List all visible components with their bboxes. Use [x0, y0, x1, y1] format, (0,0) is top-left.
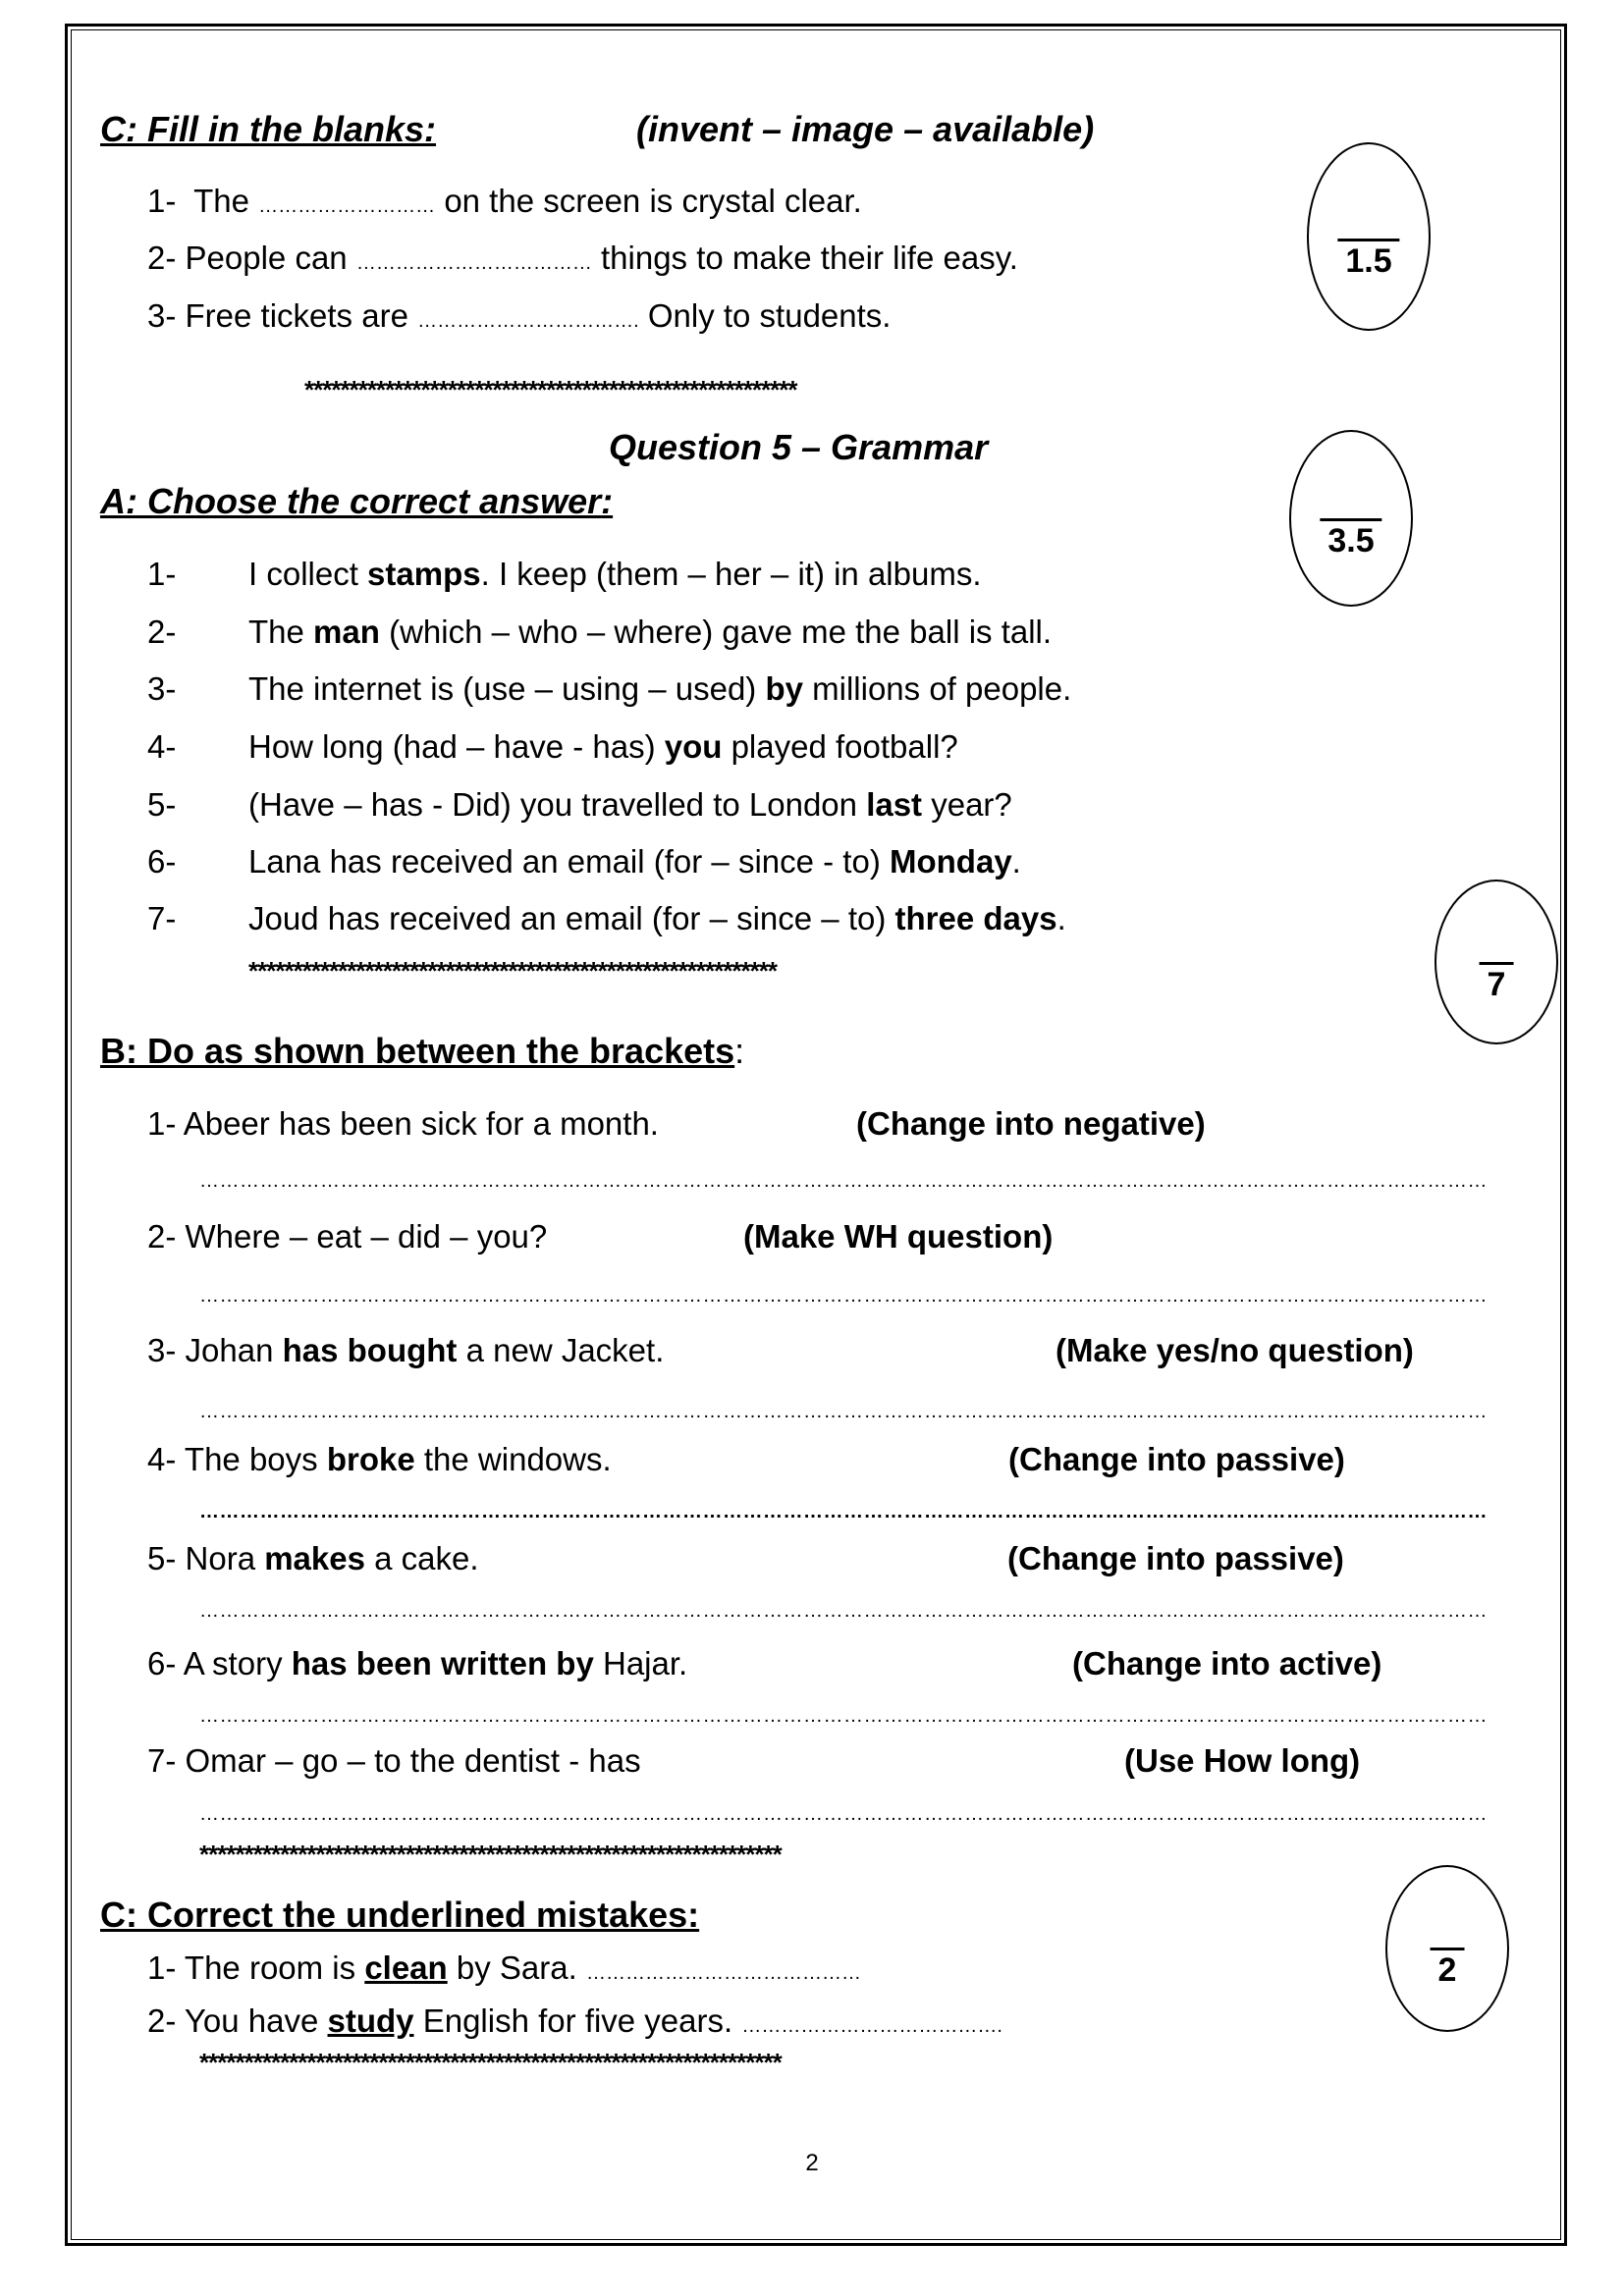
choose-item[interactable]: [248, 785, 1012, 825]
item-text: (Have – has - Did) you travelled to London: [248, 786, 867, 823]
choose-item[interactable]: [248, 899, 1066, 938]
item-number: 1-: [147, 1105, 177, 1142]
do-as-shown-heading: [100, 1032, 744, 1071]
keyword: man: [313, 614, 380, 650]
item-text: Lana has received an email (for – since - to): [248, 843, 890, 880]
correct-item-1: [147, 1949, 861, 1993]
item-text: You have: [184, 2002, 328, 2039]
item-text: (which – who – where) gave me the ball is tall.: [379, 614, 1053, 650]
item-text: .: [1056, 900, 1066, 936]
item-text: Nora: [185, 1540, 265, 1576]
correct-heading: C: Correct the underlined mistakes:: [100, 1895, 700, 1935]
instruction: (Make WH question): [743, 1218, 1054, 1255]
item-text: a cake.: [364, 1540, 479, 1576]
do-item: [147, 1539, 479, 1578]
score-value: 1.5: [1337, 239, 1399, 281]
item-text: Where – eat – did – you?: [185, 1218, 548, 1255]
item-text: year?: [922, 786, 1012, 823]
score-value: 7: [1480, 962, 1514, 1004]
item-text: millions of people.: [802, 670, 1072, 707]
keyword: three days: [894, 900, 1057, 936]
fill-item-2: [147, 239, 1018, 283]
item-text: Hajar.: [593, 1645, 688, 1682]
item-text: How long (had – have - has): [248, 728, 665, 765]
heading-text: B: Do as shown between the brackets: [100, 1031, 735, 1071]
item-number: 3-: [147, 1332, 177, 1368]
item-text: Omar – go – to the dentist - has: [185, 1742, 641, 1779]
do-item: [147, 1104, 659, 1144]
answer-line[interactable]: …………………………………………………………………………………………………………………………………………………………………………: [199, 1401, 1488, 1422]
choose-item-number: 7-: [147, 900, 177, 936]
choose-item-number: 2-: [147, 614, 177, 650]
item-text: Johan: [185, 1332, 283, 1368]
item-number: 5-: [147, 1540, 177, 1576]
item-text: by Sara.: [447, 1949, 577, 1986]
separator: *****************************************************************: [199, 2048, 782, 2077]
separator: *******************************************************: [304, 375, 797, 404]
item-number: 2-: [147, 240, 177, 276]
choose-item[interactable]: [248, 613, 1052, 652]
fill-blanks-heading: C: Fill in the blanks:: [100, 109, 437, 149]
item-number: 1-: [147, 1949, 177, 1986]
answer-line[interactable]: …………………………………………………………………………………………………………………………………………………………………………: [199, 1285, 1488, 1307]
item-text: played football?: [722, 728, 958, 765]
do-item: [147, 1644, 687, 1683]
instruction: (Change into negative): [856, 1105, 1206, 1142]
item-text: on the screen is crystal clear.: [444, 183, 862, 219]
item-text: The boys: [184, 1441, 327, 1477]
word-bank: (invent – image – available): [636, 109, 1095, 149]
item-number: 2-: [147, 1218, 177, 1255]
item-text: Abeer has been sick for a month.: [183, 1105, 659, 1142]
item-text: I collect: [248, 556, 368, 592]
item-text: .: [1011, 843, 1021, 880]
answer-blank[interactable]: ………………………………….: [741, 2015, 1002, 2037]
item-text: Only to students.: [647, 297, 892, 334]
choose-item[interactable]: [248, 555, 982, 594]
keyword: last: [866, 786, 923, 823]
do-item: [147, 1217, 547, 1256]
item-text: The: [193, 183, 249, 219]
score-oval: [1385, 1865, 1509, 2032]
keyword: Monday: [890, 843, 1012, 880]
choose-item[interactable]: [248, 669, 1071, 709]
item-number: 6-: [147, 1645, 177, 1682]
score-value: 2: [1431, 1948, 1465, 1990]
answer-blank[interactable]: ………………………………: [355, 252, 592, 274]
do-item: [147, 1331, 664, 1370]
choose-item[interactable]: [248, 727, 958, 767]
choose-item-number: 5-: [147, 786, 177, 823]
keyword: stamps: [367, 556, 481, 592]
answer-line[interactable]: …………………………………………………………………………………………………………………………………………………………………………: [199, 1170, 1488, 1192]
answer-line[interactable]: …………………………………………………………………………………………………………………………………………………………………………: [199, 1803, 1488, 1825]
score-oval: [1307, 142, 1431, 331]
answer-blank[interactable]: ………………………: [258, 195, 436, 217]
keyword: has been written by: [291, 1645, 594, 1682]
answer-line[interactable]: …………………………………………………………………………………………………………………………………………………………………………: [199, 1501, 1488, 1522]
do-item: [147, 1440, 612, 1479]
underlined-mistake: study: [327, 2002, 414, 2039]
item-number: 4-: [147, 1441, 177, 1477]
heading-colon: :: [734, 1031, 745, 1071]
answer-line[interactable]: …………………………………………………………………………………………………………………………………………………………………………: [199, 1705, 1488, 1727]
keyword: has bought: [282, 1332, 458, 1368]
instruction: (Change into passive): [1007, 1540, 1344, 1576]
instruction: (Use How long): [1124, 1742, 1361, 1779]
underlined-mistake: clean: [364, 1949, 448, 1986]
separator: *****************************************************************: [199, 1840, 782, 1869]
item-text: Free tickets are: [185, 297, 408, 334]
instruction: (Change into passive): [1008, 1441, 1345, 1477]
fill-item-1: [147, 182, 862, 226]
item-number: 7-: [147, 1742, 177, 1779]
item-text: Joud has received an email (for – since – to): [248, 900, 895, 936]
choose-item[interactable]: [248, 842, 1021, 881]
correct-item-2: [147, 2002, 1002, 2046]
separator: ***********************************************************: [248, 956, 777, 986]
item-text: a new Jacket.: [457, 1332, 665, 1368]
keyword: makes: [264, 1540, 365, 1576]
instruction: (Change into active): [1072, 1645, 1382, 1682]
item-text: English for five years.: [413, 2002, 733, 2039]
item-number: 2-: [147, 2002, 177, 2039]
answer-line[interactable]: …………………………………………………………………………………………………………………………………………………………………………: [199, 1600, 1488, 1622]
do-item: [147, 1741, 641, 1781]
score-value: 3.5: [1320, 518, 1381, 561]
item-text: A story: [183, 1645, 292, 1682]
question-title: Question 5 – Grammar: [609, 427, 989, 467]
choose-item-number: 4-: [147, 728, 177, 765]
choose-heading: A: Choose the correct answer:: [100, 481, 614, 521]
item-text: The: [248, 614, 314, 650]
answer-blank[interactable]: …………………………….: [417, 310, 639, 332]
item-text: People can: [185, 240, 348, 276]
keyword: by: [765, 670, 803, 707]
item-number: 1-: [147, 183, 177, 219]
item-text: things to make their life easy.: [601, 240, 1018, 276]
score-oval: [1289, 430, 1413, 607]
item-text: The room is: [184, 1949, 365, 1986]
item-text: . I keep (them – her – it) in albums.: [480, 556, 982, 592]
instruction: (Make yes/no question): [1056, 1332, 1414, 1368]
fill-item-3: [147, 296, 891, 341]
choose-item-number: 1-: [147, 556, 177, 592]
choose-item-number: 6-: [147, 843, 177, 880]
keyword: you: [664, 728, 723, 765]
item-text: The internet is (use – using – used): [248, 670, 766, 707]
score-oval: [1435, 880, 1558, 1044]
choose-item-number: 3-: [147, 670, 177, 707]
keyword: broke: [326, 1441, 415, 1477]
item-number: 3-: [147, 297, 177, 334]
item-text: the windows.: [414, 1441, 612, 1477]
answer-blank[interactable]: ……………………………………: [585, 1962, 861, 1984]
page-number: 2: [805, 2150, 819, 2176]
